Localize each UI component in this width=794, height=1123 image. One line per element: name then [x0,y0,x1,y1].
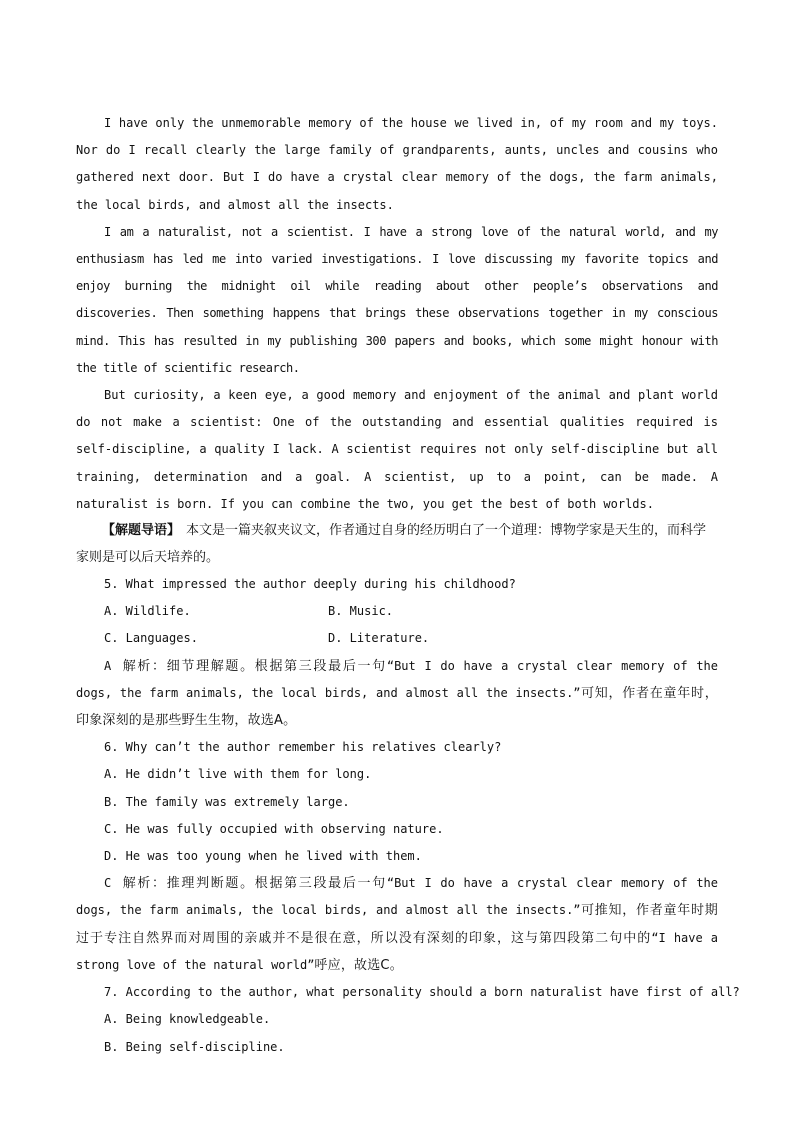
question-5-analysis [76,653,718,735]
question-5-option-a: A. Wildlife. [104,604,191,619]
question-5-analysis-quote: “But I do have a crystal clear memory of the dogs, the farm animals, the local birds, and almost all the insects.” [76,658,718,700]
question-5-option-b: B. Music. [328,604,394,619]
passage-paragraph-3: But curiosity, a keen eye, a good memory and enjoyment of the animal and plant world do not make a scientist: One of the outstanding and essential qualities required is self-discipline, a quality I lack. A scientist requires not only self-discipline but all training, determination and a goal. A scientist, up to a point, can be made. A naturalist is born. If you can combine the two, you get the best of both worlds. [76,388,718,511]
question-5-analysis-intro: 解析：细节理解题。根据第三段最后一句 [121,658,387,674]
question-5-analysis-conclusion: 可知，作者在童年时，印象深刻的是那些野生生物，故选A。 [76,685,718,729]
question-6-analysis-quote-2: “I have a strong love of the natural world” [76,930,718,972]
question-5-option-c: C. Languages. [104,631,198,646]
question-6-analysis-conclusion: 呼应，故选C。 [314,957,403,973]
passage-paragraph-2: I am a naturalist, not a scientist. I have a strong love of the natural world, and my enthusiasm has led me into varied investigations. I love discussing my favorite topics and enjoy burning the midnight oil while reading about other people’s observations and discoveries. Then something happens that brings these observations together in my conscious mind. This has resulted in my publishing 300 papers and books, which some might honour with the title of scientific research. [76,224,718,375]
question-6-analysis-intro: 解析：推理判断题。根据第三段最后一句 [121,876,387,892]
question-5-answer-key: A [104,658,112,673]
question-6-option-d: D. He was too young when he lived with them. [104,849,422,864]
question-6-option-c: C. He was fully occupied with observing nature. [104,821,444,836]
document-content [76,110,740,1061]
question-6-analysis [76,870,718,979]
question-6-analysis-middle: 可推知，作者童年时期过于专注自然界而对周围的亲戚并不是很在意，所以没有深刻的印象，这与第四段第二句中的 [76,903,718,946]
question-6-answer-key: C [104,876,112,891]
question-5-option-d: D. Literature. [328,631,430,646]
question-6-analysis-quote: “But I do have a crystal clear memory of the dogs, the farm animals, the local birds, and almost all the insects.” [76,876,718,918]
reading-guide-text: 本文是一篇夹叙夹议文，作者通过自身的经历明白了一个道理：博物学家是天生的，而科学家则是可以后天培养的。 [76,523,707,565]
question-7-stem: 7. According to the author, what personality should a born naturalist have first of all? [104,985,740,1000]
reading-guide [76,518,718,571]
passage-paragraph-1: I have only the unmemorable memory of the house we lived in, of my room and my toys. Nor do I recall clearly the large family of grandparents, aunts, uncles and cousins who gathered next door. But I do have a crystal clear memory of the dogs, the farm animals, the local birds, and almost all the insects. [76,116,718,212]
question-5-options-row-2 [76,625,718,652]
question-5-stem: 5. What impressed the author deeply during his childhood? [104,577,516,592]
question-6-option-b: B. The family was extremely large. [104,794,350,809]
question-7-option-b: B. Being self-discipline. [104,1039,285,1054]
question-5-options-row-1 [76,598,718,625]
question-6-stem: 6. Why can’t the author remember his relatives clearly? [104,740,502,755]
reading-guide-tag: 【解题导语】 [102,523,181,539]
question-6-option-a: A. He didn’t live with them for long. [104,767,372,782]
question-7-option-a: A. Being knowledgeable. [104,1012,271,1027]
